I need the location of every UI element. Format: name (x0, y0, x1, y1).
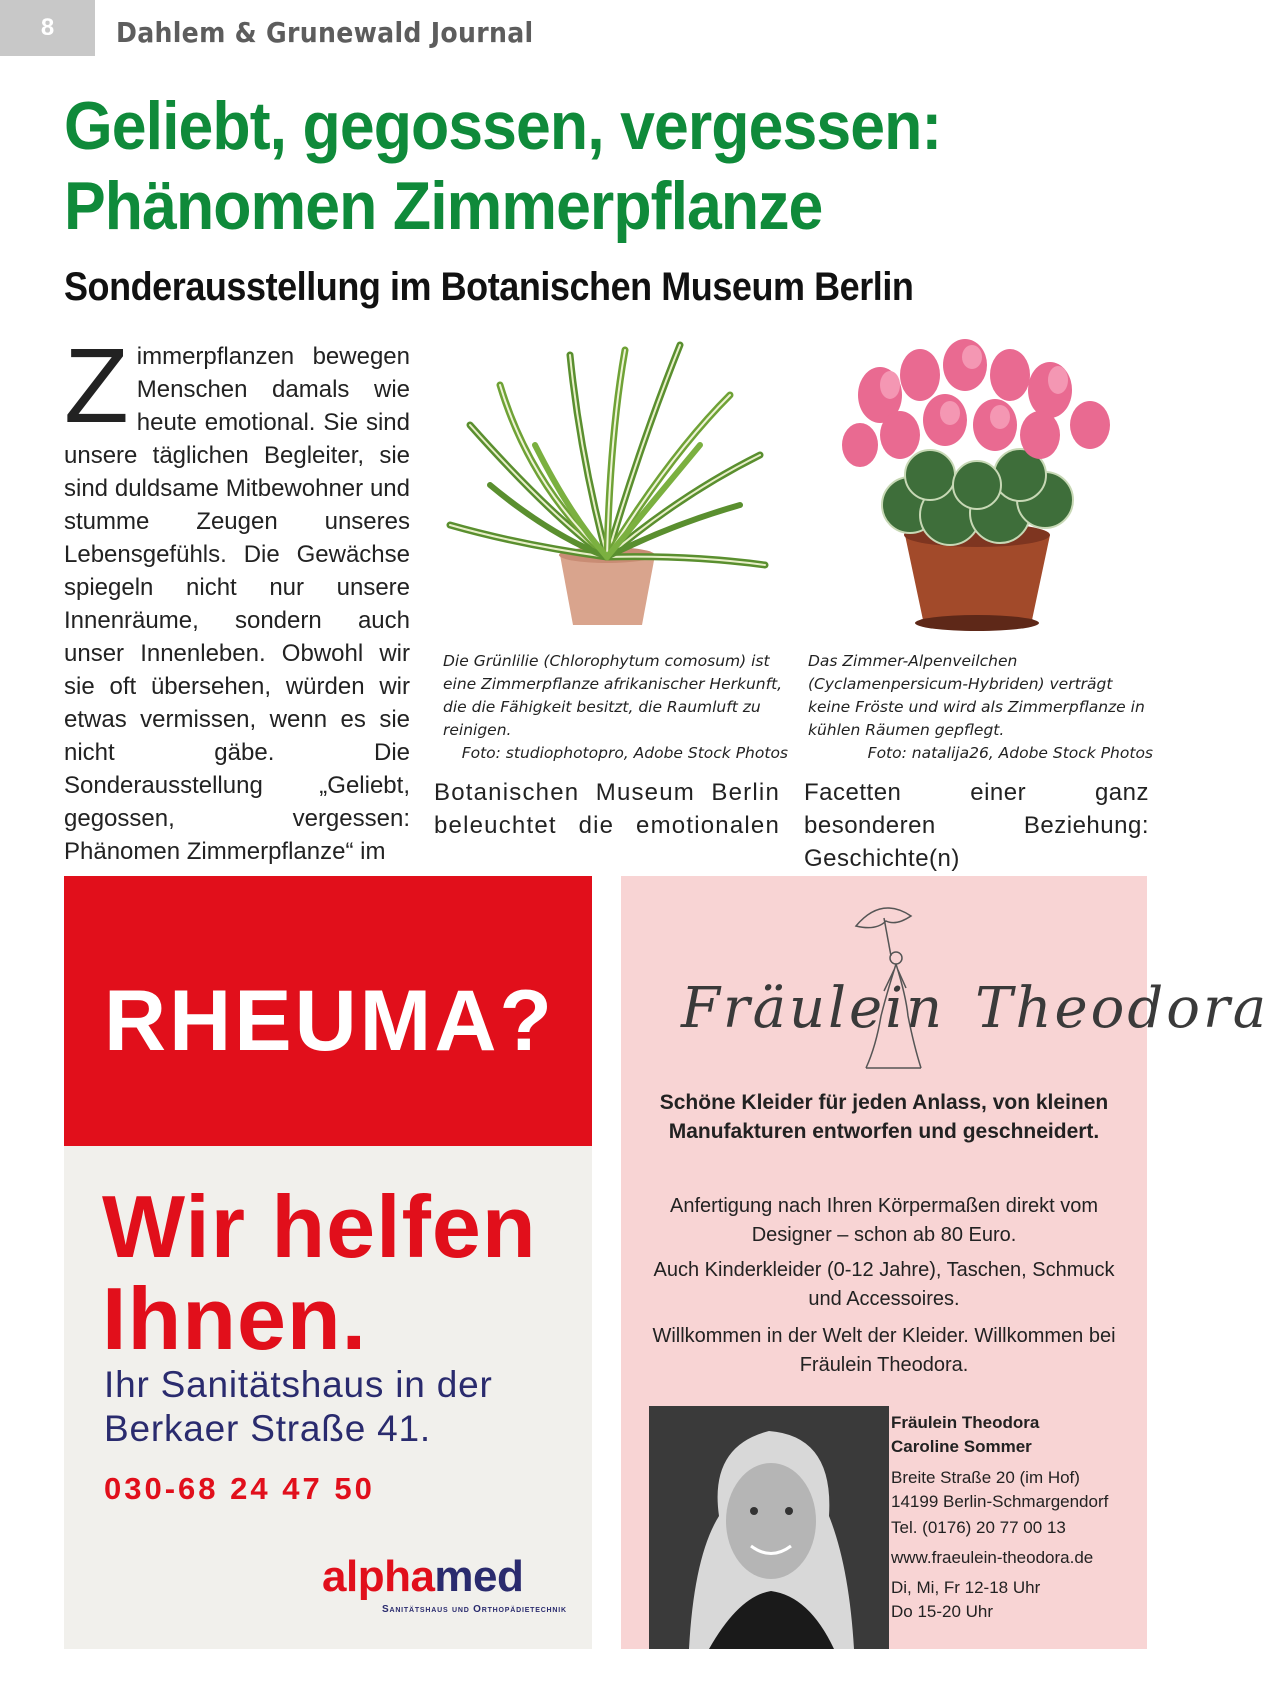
cyclamen-photo (800, 335, 1155, 635)
opening-hours (891, 1576, 1040, 1624)
caption-2-text: Das Zimmer-Alpenveilchen (Cyclamenpersicum-Hybriden) verträgt keine Fröste und wird als Zimmerpflanze in kühlen Räumen gepflegt. (808, 652, 1145, 739)
contact-name-1: Fräulein Theodora (891, 1413, 1040, 1432)
page-number: 8 (0, 0, 95, 56)
phone-number[interactable]: 030-68 24 47 50 (104, 1471, 375, 1506)
spider-plant-photo (430, 335, 785, 635)
alphamed-logo (322, 1552, 523, 1602)
ad-tagline: Schöne Kleider für jeden Anlass, von kleinen Manufakturen entworfen und geschneidert. (659, 1091, 1109, 1143)
ad-paragraph-2: Auch Kinderkleider (0-12 Jahre), Taschen, Schmuck und Accessoires. (653, 1259, 1115, 1310)
ad-headline: RHEUMA? (104, 973, 555, 1069)
photo-caption-2 (808, 650, 1153, 765)
alphamed-advertisement[interactable] (64, 876, 592, 1649)
contact-name-2: Caroline Sommer (891, 1437, 1032, 1456)
publication-title: Dahlem & Grunewald Journal (116, 16, 534, 49)
hours-line-1: Di, Mi, Fr 12-18 Uhr (891, 1578, 1041, 1597)
brand-word-1: Fräulein (681, 976, 946, 1041)
caption-1-text: Die Grünlilie (Chlorophytum comosum) ist eine Zimmerpflanze afrikanischer Herkunft, die die Fähigkeit besitzt, die Raumluft zu reinigen. (443, 652, 783, 739)
contact-address (891, 1466, 1108, 1514)
article-column-3: Facetten einer ganz besonderen Beziehung: Geschichte(n) (804, 779, 1149, 872)
contact-names (891, 1411, 1039, 1459)
store-address: Berkaer Straße 41. (104, 1408, 431, 1449)
photo-caption-1 (443, 650, 788, 765)
logo-part-med: med (434, 1552, 524, 1601)
photo-credit-2: Foto: natalija26, Adobe Stock Photos (867, 744, 1153, 762)
ad-slogan-line-1: Wir helfen (102, 1177, 537, 1276)
article-column-1 (64, 327, 410, 868)
fraeulein-theodora-advertisement[interactable] (621, 876, 1269, 1649)
hours-line-2: Do 15-20 Uhr (891, 1602, 994, 1621)
column-1-text: immerpflanzen bewegen Menschen damals wie heute emotional. Sie sind unsere täglichen Begleiter, sie sind duldsame Mitbewohner und stumme Zeugen unseres Lebensgefühls. Die Gewächse spiegeln nicht nur unsere Innenräume, sondern auch unser Innenleben. Obwohl wir sie oft übersehen, würden wir etwas vermissen, wenn es sie nicht gäbe. Die Sonderausstellung „Geliebt, gegossen, vergessen: Phänomen Zimmerpflanze“ im (64, 343, 410, 865)
article-column-2: Botanischen Museum Berlin beleuchtet die emotionalen (434, 779, 780, 839)
owner-portrait-photo (649, 1406, 889, 1649)
ad-paragraph-3: Willkommen in der Welt der Kleider. Willkommen bei Fräulein Theodora. (652, 1325, 1116, 1376)
store-line-1: Ihr Sanitätshaus in der (104, 1364, 493, 1405)
headline-line-1: Geliebt, gegossen, vergessen: (64, 88, 942, 164)
photo-credit-1: Foto: studiophotopro, Adobe Stock Photos (461, 744, 788, 762)
article-subheadline: Sonderausstellung im Botanischen Museum Berlin (64, 265, 914, 309)
brand-word-2: Theodora (975, 976, 1269, 1041)
headline-line-2: Phänomen Zimmerpflanze (64, 168, 823, 244)
address-line-2: 14199 Berlin-Schmargendorf (891, 1492, 1109, 1511)
contact-telephone[interactable]: Tel. (0176) 20 77 00 13 (891, 1518, 1066, 1537)
theodora-logo (681, 976, 1269, 1041)
logo-part-alpha: alpha (322, 1552, 435, 1601)
article-headline (64, 86, 1058, 246)
contact-website[interactable]: www.fraeulein-theodora.de (891, 1548, 1094, 1567)
address-line-1: Breite Straße 20 (im Hof) (891, 1468, 1080, 1487)
ad-paragraph-1: Anfertigung nach Ihren Körpermaßen direkt vom Designer – schon ab 80 Euro. (670, 1195, 1098, 1246)
ad-slogan-line-2: Ihnen. (102, 1269, 368, 1368)
logo-tagline: Sanitätshaus und Orthopädietechnik (382, 1604, 567, 1615)
drop-cap: Z (64, 327, 129, 445)
